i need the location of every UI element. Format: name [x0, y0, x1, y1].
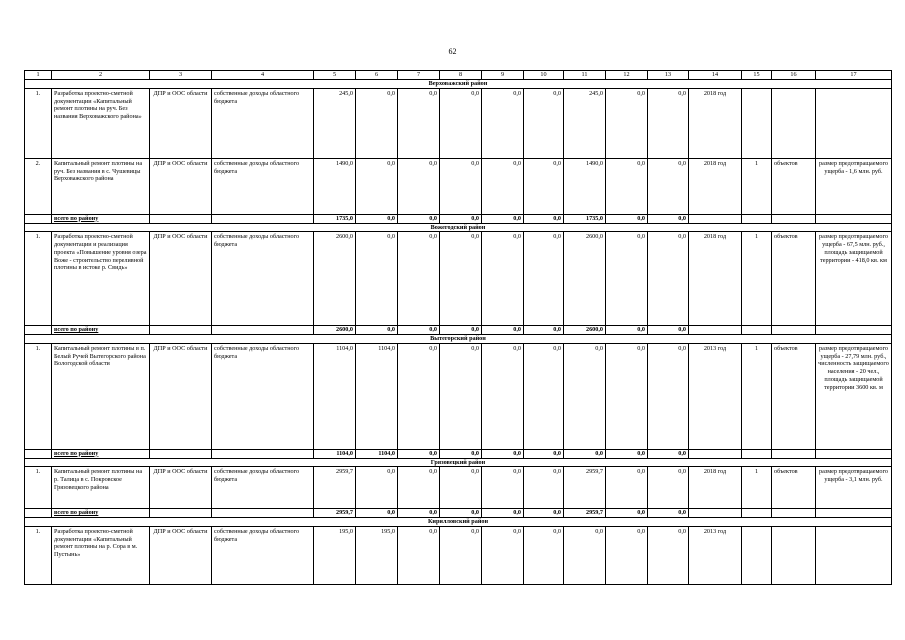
total-c7: 0,0: [398, 449, 440, 458]
indicator-value: 1: [742, 467, 772, 509]
empty-cell: [816, 449, 892, 458]
empty-cell: [816, 509, 892, 518]
column-header: 9: [482, 71, 524, 80]
executor: ДПР и ООС области: [150, 343, 212, 449]
empty-cell: [742, 449, 772, 458]
funding-source: собственные доходы областного бюджета: [212, 526, 314, 584]
indicator-value: 1: [742, 232, 772, 326]
amount-c10: 0,0: [524, 467, 564, 509]
column-header: 5: [314, 71, 356, 80]
row-number: 1.: [25, 526, 52, 584]
amount-c13: 0,0: [648, 158, 689, 214]
activity-name: Капитальный ремонт плотины в п. Белый Ручей Вытегорского района Вологодской области: [52, 343, 150, 449]
total-c11: 2600,0: [564, 326, 606, 335]
completion-year: 2018 год: [689, 467, 742, 509]
region-row: [25, 458, 892, 467]
funding-source: собственные доходы областного бюджета: [212, 343, 314, 449]
empty-cell: [742, 326, 772, 335]
table-row: [25, 526, 892, 584]
empty-cell: [689, 449, 742, 458]
amount-c6: 0,0: [356, 467, 398, 509]
row-number: 1.: [25, 88, 52, 158]
indicator-unit: [772, 88, 816, 158]
column-header: 2: [52, 71, 150, 80]
page-number: 62: [448, 47, 457, 56]
empty-cell: [150, 509, 212, 518]
total-row: [25, 326, 892, 335]
amount-c13: 0,0: [648, 88, 689, 158]
column-header: 14: [689, 71, 742, 80]
amount-c9: 0,0: [482, 343, 524, 449]
total-c5: 1104,0: [314, 449, 356, 458]
amount-c5: 1490,0: [314, 158, 356, 214]
amount-c11: 245,0: [564, 88, 606, 158]
total-c13: 0,0: [648, 214, 689, 223]
indicator-unit: объектов: [772, 158, 816, 214]
column-header: 7: [398, 71, 440, 80]
column-header: 10: [524, 71, 564, 80]
amount-c6: 1104,0: [356, 343, 398, 449]
empty-cell: [212, 449, 314, 458]
amount-c7: 0,0: [398, 526, 440, 584]
row-number: 1.: [25, 232, 52, 326]
amount-c11: 1490,0: [564, 158, 606, 214]
completion-year: 2018 год: [689, 88, 742, 158]
executor: ДПР и ООС области: [150, 88, 212, 158]
total-c8: 0,0: [440, 326, 482, 335]
indicator-description: размер предотвращаемого ущерба - 67,5 млн. руб., площадь защищаемой территории - 418,0 кв. км: [816, 232, 892, 326]
total-c9: 0,0: [482, 509, 524, 518]
empty-cell: [772, 214, 816, 223]
amount-c7: 0,0: [398, 232, 440, 326]
amount-c10: 0,0: [524, 343, 564, 449]
amount-c12: 0,0: [606, 343, 648, 449]
funding-source: собственные доходы областного бюджета: [212, 467, 314, 509]
amount-c8: 0,0: [440, 526, 482, 584]
region-row: [25, 80, 892, 89]
empty-cell: [25, 449, 52, 458]
total-c13: 0,0: [648, 326, 689, 335]
empty-cell: [816, 214, 892, 223]
completion-year: 2013 год: [689, 526, 742, 584]
total-row: [25, 214, 892, 223]
amount-c12: 0,0: [606, 526, 648, 584]
amount-c8: 0,0: [440, 88, 482, 158]
amount-c7: 0,0: [398, 158, 440, 214]
total-row: [25, 449, 892, 458]
activity-name: Капитальный ремонт плотины на руч. Без названия в с. Чушевицы Верховажского района: [52, 158, 150, 214]
total-c12: 0,0: [606, 449, 648, 458]
amount-c11: 2600,0: [564, 232, 606, 326]
region-title: Кирилловский район: [25, 518, 892, 527]
total-c10: 0,0: [524, 214, 564, 223]
empty-cell: [772, 326, 816, 335]
total-label: всего по району: [52, 509, 150, 518]
indicator-value: 1: [742, 343, 772, 449]
amount-c6: 0,0: [356, 158, 398, 214]
header-row: [25, 71, 892, 80]
executor: ДПР и ООС области: [150, 158, 212, 214]
indicator-unit: объектов: [772, 343, 816, 449]
empty-cell: [150, 449, 212, 458]
total-c7: 0,0: [398, 214, 440, 223]
region-row: [25, 335, 892, 344]
amount-c6: 0,0: [356, 88, 398, 158]
amount-c13: 0,0: [648, 343, 689, 449]
amount-c12: 0,0: [606, 158, 648, 214]
indicator-unit: объектов: [772, 232, 816, 326]
amount-c11: 2959,7: [564, 467, 606, 509]
total-label: всего по району: [52, 449, 150, 458]
amount-c9: 0,0: [482, 526, 524, 584]
amount-c11: 0,0: [564, 526, 606, 584]
funding-source: собственные доходы областного бюджета: [212, 88, 314, 158]
amount-c6: 0,0: [356, 232, 398, 326]
table-row: [25, 467, 892, 509]
table-row: [25, 88, 892, 158]
amount-c11: 0,0: [564, 343, 606, 449]
column-header: 16: [772, 71, 816, 80]
funding-source: собственные доходы областного бюджета: [212, 232, 314, 326]
total-c7: 0,0: [398, 326, 440, 335]
indicator-description: [816, 526, 892, 584]
indicator-unit: [772, 526, 816, 584]
amount-c8: 0,0: [440, 232, 482, 326]
indicator-unit: объектов: [772, 467, 816, 509]
completion-year: 2013 год: [689, 343, 742, 449]
amount-c13: 0,0: [648, 232, 689, 326]
table-row: [25, 158, 892, 214]
total-c13: 0,0: [648, 509, 689, 518]
amount-c8: 0,0: [440, 343, 482, 449]
empty-cell: [212, 214, 314, 223]
indicator-description: размер предотвращаемого ущерба - 3,1 млн. руб.: [816, 467, 892, 509]
amount-c5: 245,0: [314, 88, 356, 158]
total-c11: 0,0: [564, 449, 606, 458]
indicator-description: размер предотвращаемого ущерба - 1,6 млн. руб.: [816, 158, 892, 214]
amount-c7: 0,0: [398, 343, 440, 449]
executor: ДПР и ООС области: [150, 467, 212, 509]
column-header: 4: [212, 71, 314, 80]
empty-cell: [150, 214, 212, 223]
amount-c9: 0,0: [482, 467, 524, 509]
activity-name: Разработка проектно-сметной документации «Капитальный ремонт плотины на р. Сора в м. Пустынь»: [52, 526, 150, 584]
column-header: 13: [648, 71, 689, 80]
amount-c5: 2600,0: [314, 232, 356, 326]
total-c12: 0,0: [606, 326, 648, 335]
empty-cell: [742, 214, 772, 223]
total-c5: 1735,0: [314, 214, 356, 223]
empty-cell: [772, 449, 816, 458]
empty-cell: [816, 326, 892, 335]
column-header: 3: [150, 71, 212, 80]
activity-name: Разработка проектно-сметной документации и реализация проекта «Повышение уровня озера Воже - строительство переливной плотины в истоке р. Свидь»: [52, 232, 150, 326]
row-number: 1.: [25, 343, 52, 449]
indicator-description: размер предотвращаемого ущерба - 27,79 млн. руб., численность защищаемого населения - 20 чел., площадь защищаемой территории 3600 кв. м: [816, 343, 892, 449]
table-row: [25, 343, 892, 449]
empty-cell: [25, 214, 52, 223]
empty-cell: [212, 509, 314, 518]
amount-c7: 0,0: [398, 467, 440, 509]
executor: ДПР и ООС области: [150, 232, 212, 326]
total-c8: 0,0: [440, 509, 482, 518]
total-c9: 0,0: [482, 326, 524, 335]
total-c12: 0,0: [606, 509, 648, 518]
region-title: Вытегорский район: [25, 335, 892, 344]
region-row: [25, 518, 892, 527]
program-table: [24, 70, 892, 585]
empty-cell: [689, 214, 742, 223]
total-row: [25, 509, 892, 518]
empty-cell: [212, 326, 314, 335]
amount-c6: 195,0: [356, 526, 398, 584]
empty-cell: [689, 326, 742, 335]
total-c9: 0,0: [482, 449, 524, 458]
amount-c5: 1104,0: [314, 343, 356, 449]
amount-c12: 0,0: [606, 467, 648, 509]
total-c7: 0,0: [398, 509, 440, 518]
table-body: [25, 71, 892, 585]
column-header: 11: [564, 71, 606, 80]
column-header: 15: [742, 71, 772, 80]
empty-cell: [150, 326, 212, 335]
indicator-value: 1: [742, 158, 772, 214]
column-header: 17: [816, 71, 892, 80]
row-number: 2.: [25, 158, 52, 214]
region-title: Грязовецкий район: [25, 458, 892, 467]
executor: ДПР и ООС области: [150, 526, 212, 584]
amount-c10: 0,0: [524, 158, 564, 214]
total-c10: 0,0: [524, 509, 564, 518]
region-row: [25, 223, 892, 232]
amount-c10: 0,0: [524, 526, 564, 584]
total-c6: 0,0: [356, 509, 398, 518]
amount-c10: 0,0: [524, 88, 564, 158]
total-c5: 2600,0: [314, 326, 356, 335]
amount-c9: 0,0: [482, 158, 524, 214]
total-c10: 0,0: [524, 326, 564, 335]
total-c8: 0,0: [440, 214, 482, 223]
amount-c7: 0,0: [398, 88, 440, 158]
completion-year: 2018 год: [689, 232, 742, 326]
empty-cell: [772, 509, 816, 518]
amount-c5: 2959,7: [314, 467, 356, 509]
total-label: всего по району: [52, 326, 150, 335]
amount-c9: 0,0: [482, 232, 524, 326]
amount-c9: 0,0: [482, 88, 524, 158]
amount-c8: 0,0: [440, 467, 482, 509]
amount-c13: 0,0: [648, 526, 689, 584]
funding-source: собственные доходы областного бюджета: [212, 158, 314, 214]
activity-name: Капитальный ремонт плотины на р. Талица в с. Покровское Грязовецкого района: [52, 467, 150, 509]
empty-cell: [25, 326, 52, 335]
region-title: Верховажский район: [25, 80, 892, 89]
column-header: 6: [356, 71, 398, 80]
total-c9: 0,0: [482, 214, 524, 223]
amount-c10: 0,0: [524, 232, 564, 326]
total-c13: 0,0: [648, 449, 689, 458]
total-c8: 0,0: [440, 449, 482, 458]
total-c5: 2959,7: [314, 509, 356, 518]
total-label: всего по району: [52, 214, 150, 223]
amount-c12: 0,0: [606, 232, 648, 326]
amount-c5: 195,0: [314, 526, 356, 584]
total-c11: 2959,7: [564, 509, 606, 518]
column-header: 8: [440, 71, 482, 80]
total-c6: 0,0: [356, 326, 398, 335]
activity-name: Разработка проектно-сметной документации «Капитальный ремонт плотины на руч. Без названия Верховажского района»: [52, 88, 150, 158]
empty-cell: [25, 509, 52, 518]
empty-cell: [689, 509, 742, 518]
indicator-description: [816, 88, 892, 158]
completion-year: 2018 год: [689, 158, 742, 214]
total-c12: 0,0: [606, 214, 648, 223]
row-number: 1.: [25, 467, 52, 509]
column-header: 12: [606, 71, 648, 80]
column-header: 1: [25, 71, 52, 80]
indicator-value: [742, 88, 772, 158]
region-title: Вожегодский район: [25, 223, 892, 232]
amount-c8: 0,0: [440, 158, 482, 214]
total-c6: 1104,0: [356, 449, 398, 458]
total-c11: 1735,0: [564, 214, 606, 223]
amount-c12: 0,0: [606, 88, 648, 158]
amount-c13: 0,0: [648, 467, 689, 509]
total-c6: 0,0: [356, 214, 398, 223]
table-row: [25, 232, 892, 326]
indicator-value: [742, 526, 772, 584]
empty-cell: [742, 509, 772, 518]
total-c10: 0,0: [524, 449, 564, 458]
